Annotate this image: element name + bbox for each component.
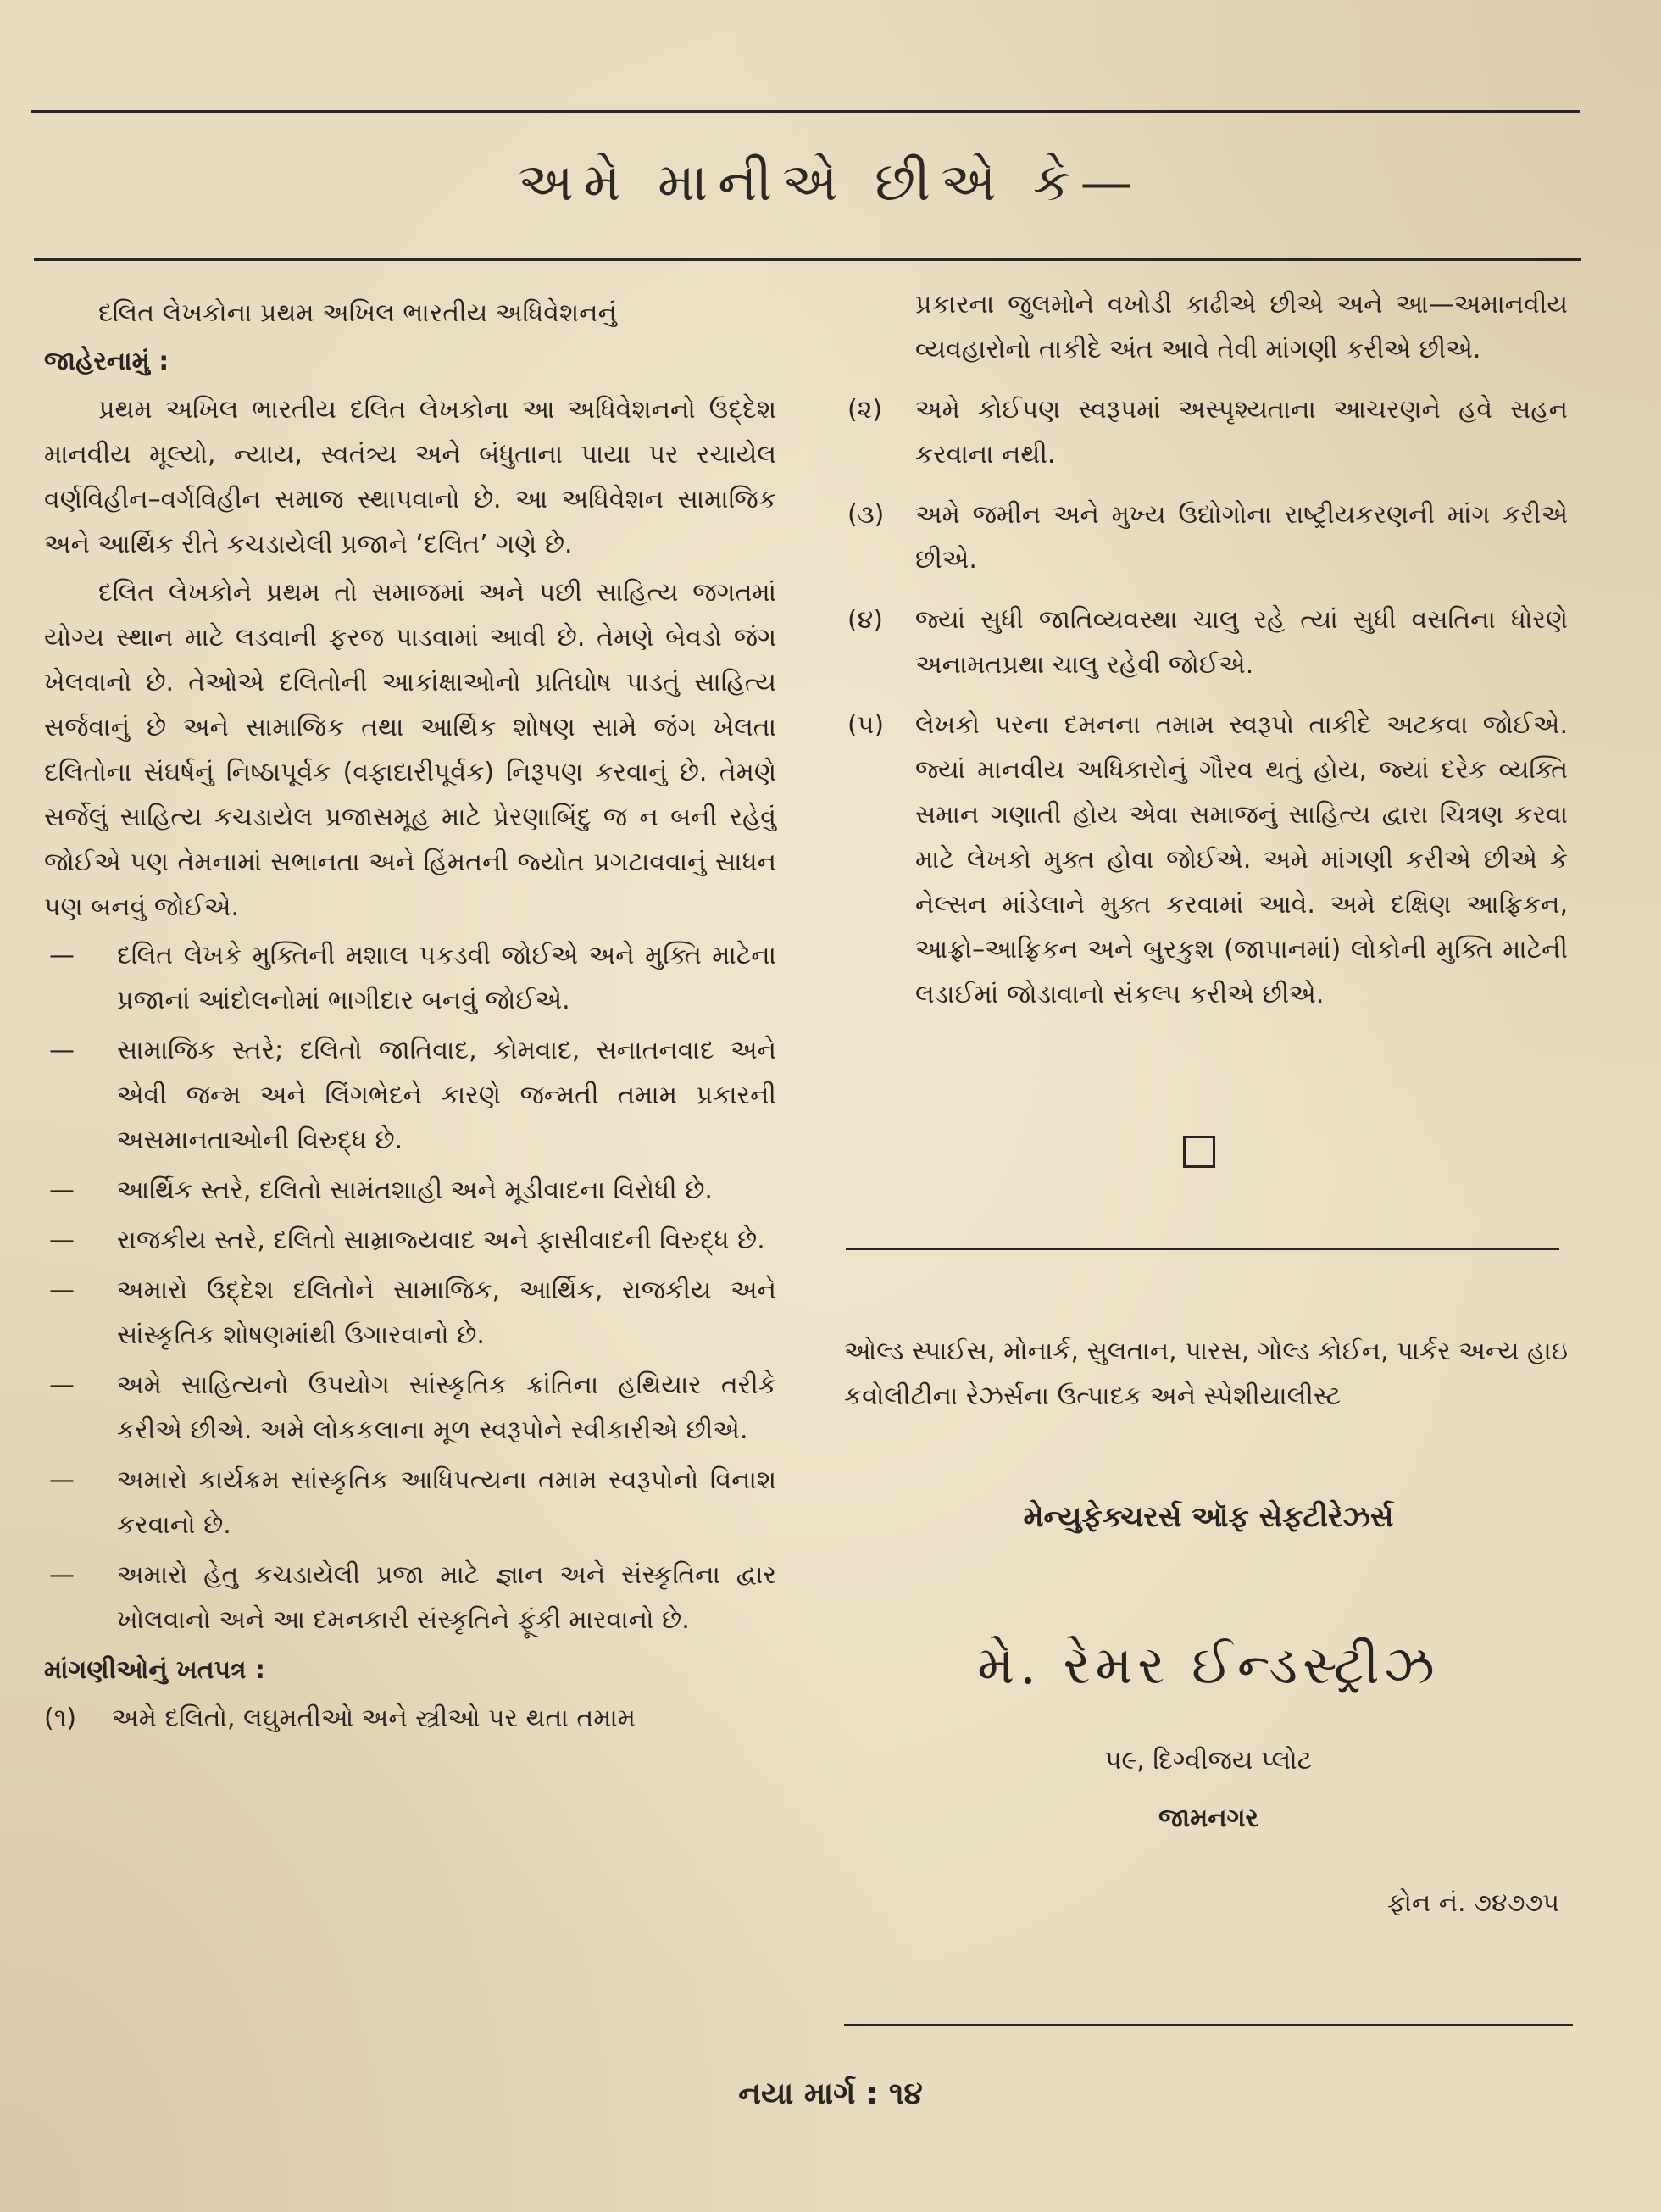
list-item [44,933,776,1023]
dash-marker: — [49,1370,75,1400]
intro-line: દલિત લેખકોના પ્રથમ અખિલ ભારતીય અધિવેશનનું [98,298,617,328]
list-item-text: અમારો કાર્યક્રમ સાંસ્કૃતિક આધિપત્યના તમામ સ્વરૂપોનો વિનાશ કરવાનો છે. [117,1465,776,1540]
paragraph: પ્રથમ અખિલ ભારતીય દલિત લેખકોના આ અધિવેશનનો ઉદ્દેશ માનવીય મૂલ્યો, ન્યાય, સ્વતંત્ર્ય અને બંધુતાના પાયા પર રચાયેલ વર્ણવિહીન–વર્ગવિહીન સમાજ સ્થાપવાનો છે. આ અધિવેશન સામાજિક અને આર્થિક રીતે કચડાયેલી પ્રજાને ‘દલિત’ ગણે છે. [44,395,776,559]
demand-text: અમે જમીન અને મુખ્ય ઉદ્યોગોના રાષ્ટ્રીયકરણની માંગ કરીએ છીએ. [915,500,1568,575]
list-item-text: અમે સાહિત્યનો ઉપયોગ સાંસ્કૃતિક ક્રાંતિના હથિયાર તરીકે કરીએ છીએ. અમે લોકકલાના મૂળ સ્વરૂપોને સ્વીકારીએ છીએ. [117,1370,776,1445]
list-item [44,1553,776,1642]
demand-number: (૫) [847,710,885,740]
ad-city: જામનગર [1158,1804,1259,1833]
list-item [44,1268,776,1358]
list-item [44,1028,776,1163]
list-item [44,1168,776,1213]
demand-number: (૪) [847,605,884,635]
demands-heading: માંગણીઓનું ખતપત્ર : [44,1655,266,1685]
page-title: અમે માનીએ છીએ કે— [518,151,1143,213]
demand-item [44,1696,776,1741]
demand-item [847,703,1568,1017]
ad-products-text: ઓલ્ડ સ્પાઈસ, મોનાર્ક, સુલતાન, પારસ, ગોલ્ડ કોઈન, પાર્કર અન્ય હાઇ કવોલીટીના રેઝર્સના ઉત્પાદક અને સ્પેશીયાલીસ્ટ [844,1337,1569,1411]
ad-tagline: મેન્યુફેક્ચરર્સ ઑફ સેફટીરેઝર્સ [1023,1500,1394,1534]
ad-top-rule [846,1248,1559,1250]
list-item-text: અમારો હેતુ કચડાયેલી પ્રજા માટે જ્ઞાન અને સંસ્કૃતિના દ્વાર ખોલવાનો અને આ દમનકારી સંસ્કૃતિને ફૂંકી મારવાનો છે. [117,1560,776,1635]
dash-marker: — [49,1276,75,1305]
dash-marker: — [49,1036,75,1065]
demand-text: પ્રકારના જુલમોને વખોડી કાઢીએ છીએ અને આ—અમાનવીય વ્યવહારોનો તાકીદે અંત આવે તેવી માંગણી કરીએ છીએ. [915,290,1568,364]
list-item-text: આર્થિક સ્તરે, દલિતો સામંતશાહી અને મૂડીવાદના વિરોધી છે. [117,1175,713,1205]
demand-item [847,492,1568,582]
demand-item [847,597,1568,687]
left-column [44,291,776,1756]
demand-number: (૧) [44,1703,77,1733]
list-item [44,1458,776,1548]
demand-text: લેખકો પરના દમનના તમામ સ્વરૂપો તાકીદે અટકવા જોઈએ. જ્યાં માનવીય અધિકારોનું ગૌરવ થતું હોય, જ્યાં દરેક વ્યક્તિ સમાન ગણાતી હોય એવા સમાજનું સાહિત્ય દ્વારા ચિત્રણ કરવા માટે લેખકો મુક્ત હોવા જોઈએ. અમે માંગણી કરીએ છીએ કે નેલ્સન માંડેલાને મુક્ત કરવામાં આવે. અમે દક્ષિણ આફ્રિકન, આફ્રો–આફ્રિકન અને બુરકુશ (જાપાનમાં) લોકોની મુક્તિ માટેની લડાઈમાં જોડાવાનો સંકલ્પ કરીએ છીએ. [915,710,1568,1009]
dash-marker: — [49,1465,75,1495]
paragraph: દલિત લેખકોને પ્રથમ તો સમાજમાં અને પછી સાહિત્ય જગતમાં યોગ્ય સ્થાન માટે લડવાની ફરજ પાડવામાં આવી છે. તેમણે બેવડો જંગ ખેલવાનો છે. તેઓએ દલિતોની આકાંક્ષાઓનો પ્રતિઘોષ પાડતું સાહિત્ય સર્જવાનું છે અને સામાજિક તથા આર્થિક શોષણ સામે જંગ ખેલતા દલિતોના સંઘર્ષનું નિષ્ઠાપૂર્વક (વફાદારીપૂર્વક) નિરૂપણ કરવાનું છે. તેમણે સર્જેલું સાહિત્ય કચડાયેલ પ્રજાસમૂહ માટે પ્રેરણાબિંદુ જ ન બની રહેવું જોઈએ પણ તેમનામાં સભાનતા અને હિંમતની જ્યોત પ્રગટાવવાનું સાધન પણ બનવું જોઈએ. [44,578,776,922]
end-square-icon [1183,1136,1215,1168]
list-item-text: દલિત લેખકે મુક્તિની મશાલ પકડવી જોઈએ અને મુક્તિ માટેના પ્રજાનાં આંદોલનોમાં ભાગીદાર બનવું જોઈએ. [117,941,776,1015]
list-item-text: અમારો ઉદ્દેશ દલિતોને સામાજિક, આર્થિક, રાજકીય અને સાંસ્કૃતિક શોષણમાંથી ઉગારવાનો છે. [117,1276,776,1350]
demand-number: (૨) [847,395,883,425]
demand-text: અમે દલિતો, લઘુમતીઓ અને સ્ત્રીઓ પર થતા તમામ [112,1703,636,1733]
demand-continuation [847,282,1568,372]
dash-marker: — [49,1225,75,1255]
dash-marker: — [49,1175,75,1205]
list-item-text: સામાજિક સ્તરે; દલિતો જાતિવાદ, કોમવાદ, સનાતનવાદ અને એવી જન્મ અને લિંગભેદને કારણે જન્મતી તમામ પ્રકારની અસમાનતાઓની વિરુદ્ધ છે. [117,1036,776,1155]
ad-phone: ફોન નં. ૭૪૭૭૫ [1386,1888,1559,1918]
dash-marker: — [49,1560,75,1590]
list-item [44,1363,776,1453]
manifesto-heading: જાહેરનામું : [44,347,169,376]
list-item-text: રાજકીય સ્તરે, દલિતો સામ્રાજ્યવાદ અને ફાસીવાદની વિરુદ્ધ છે. [117,1225,765,1255]
list-item [44,1218,776,1263]
ad-bottom-rule [844,2024,1573,2026]
page-footer: નયા માર્ગ : ૧૪ [738,2076,923,2111]
demand-number: (૩) [847,500,885,530]
dash-marker: — [49,941,75,970]
demand-item [847,387,1568,477]
ad-address: ૫૯, દિગ્વીજય પ્લોટ [1104,1746,1313,1776]
ad-company-name: મે. રેમર ઈન્ડસ્ટ્રીઝ [977,1634,1440,1696]
title-rule [34,258,1581,261]
demand-text: જ્યાં સુધી જાતિવ્યવસ્થા ચાલુ રહે ત્યાં સુધી વસતિના ધોરણે અનામતપ્રથા ચાલુ રહેવી જોઈએ. [915,605,1568,680]
right-column [847,282,1568,1032]
demand-text: અમે કોઈપણ સ્વરૂપમાં અસ્પૃશ્યતાના આચરણને હવે સહન કરવાના નથી. [915,395,1568,470]
top-rule [31,110,1580,113]
